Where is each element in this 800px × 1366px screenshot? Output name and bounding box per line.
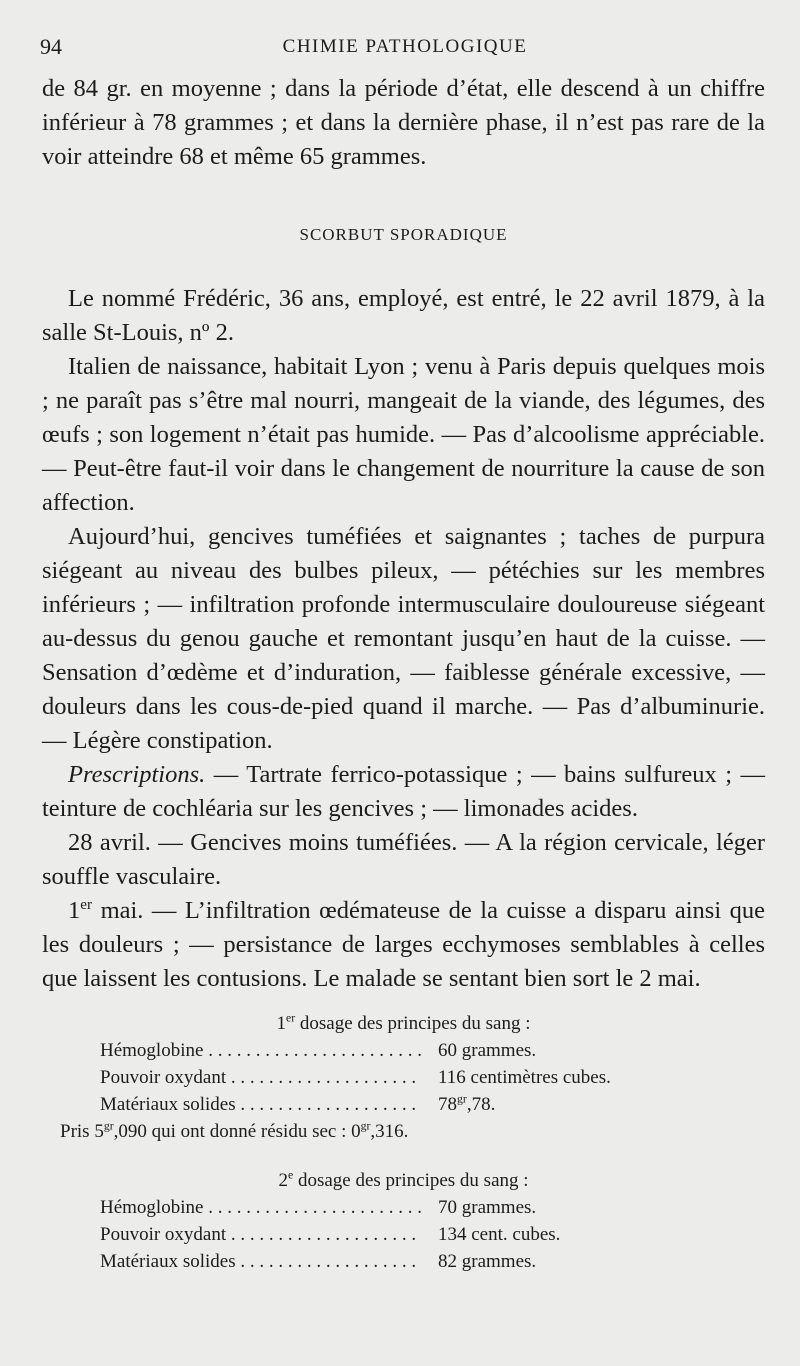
may-day: 1 <box>68 897 81 924</box>
dosage-1-note: Pris $5^{gr},090$ qui ont donné résidu sec : $0^{gr},316$. <box>60 1119 409 1142</box>
dosage-1-block <box>42 1010 765 1145</box>
dosage-1-caption: 1er dosage des principes du sang : <box>276 1011 531 1034</box>
row-value: 70 grammes. <box>438 1197 537 1218</box>
row-label: Pouvoir oxydant . . . <box>42 1221 422 1248</box>
row-value: 116 centimètres cubes. <box>438 1067 611 1088</box>
page-header <box>40 34 770 64</box>
page-number: 94 <box>40 34 62 59</box>
dosage-2-row-materiaux-solides <box>42 1248 765 1275</box>
paragraph-symptoms: Aujourd’hui, gencives tuméfiées et saignantes ; taches de purpura siégeant au niveau des bulbes pileux, — pétéchies sur les membres inférieurs ; — infiltration profonde intermusculaire douloureuse siégeant au-dessus du genou gauche et remontant jusqu’en haut de la cuisse. — Sensation d’œdème et d’induration, — faiblesse générale excessive, — douleurs dans les cous-de-pied quand il marche. — Pas d’albuminurie. — Légère constipation. <box>42 523 765 754</box>
row-label: Matériaux solides . . . <box>42 1091 422 1118</box>
dosage-1-row-materiaux-solides <box>42 1091 765 1118</box>
paragraph-april-28: 28 avril. — Gencives moins tuméfiées. — A la région cervicale, léger souffle vasculaire. <box>42 829 765 890</box>
prescriptions-text: — Tartrate ferrico-potassique ; — bains sulfureux ; — teinture de cochléaria sur les gencives ; — limonades acides. <box>42 761 765 822</box>
row-label: Pouvoir oxydant . . . <box>42 1064 422 1091</box>
section-heading: SCORBUT SPORADIQUE <box>299 225 508 244</box>
paragraph-continued: de 84 gr. en moyenne ; dans la période d’état, elle descend à un chiffre inférieur à 78 grammes ; et dans la dernière phase, il n’est pas rare de la voir atteindre 68 et même 65 grammes. <box>42 75 765 170</box>
dosage-1-row-hemoglobine <box>42 1037 765 1064</box>
dosage-2-row-hemoglobine <box>42 1194 765 1221</box>
dosage-2-caption: 2e dosage des principes du sang : <box>278 1168 529 1191</box>
prescriptions-label: Prescriptions. <box>68 761 206 788</box>
row-label: Matériaux solides . . . <box>42 1248 422 1275</box>
row-label: Hémoglobine . . . <box>42 1037 422 1064</box>
dosage-2-block <box>42 1167 765 1275</box>
paragraph-admission: Le nommé Frédéric, 36 ans, employé, est entré, le 22 avril 1879, à la salle St-Louis, nº 2. <box>42 285 765 346</box>
row-label: Hémoglobine . . . <box>42 1194 422 1221</box>
paragraph-prescriptions <box>42 758 765 826</box>
row-value: $78^{gr},78$. <box>438 1092 496 1115</box>
dosage-2-row-pouvoir-oxydant <box>42 1221 765 1248</box>
row-value: 134 cent. cubes. <box>438 1224 561 1245</box>
row-value: 82 grammes. <box>438 1251 537 1272</box>
running-title: CHIMIE PATHOLOGIQUE <box>282 36 528 57</box>
row-value: 60 grammes. <box>438 1040 537 1061</box>
paragraph-history: Italien de naissance, habitait Lyon ; venu à Paris depuis quelques mois ; ne paraît pas s’être mal nourri, mangeait de la viande, des légumes, des œufs ; son logement n’était pas humide. — Pas d’alcoolisme appréciable. — Peut-être faut-il voir dans le changement de nourriture la cause de son affection. <box>42 353 765 516</box>
paragraph-may-1 <box>42 894 765 996</box>
may-day-suffix: er <box>80 895 93 913</box>
dosage-1-row-pouvoir-oxydant <box>42 1064 765 1091</box>
may-text: mai. — L’infiltration œdémateuse de la cuisse a disparu ainsi que les douleurs ; — persistance de larges ecchymoses semblables à celles que laissent les contusions. Le malade se sentant bien sort le 2 mai. <box>42 897 765 992</box>
body-text <box>42 72 765 1275</box>
